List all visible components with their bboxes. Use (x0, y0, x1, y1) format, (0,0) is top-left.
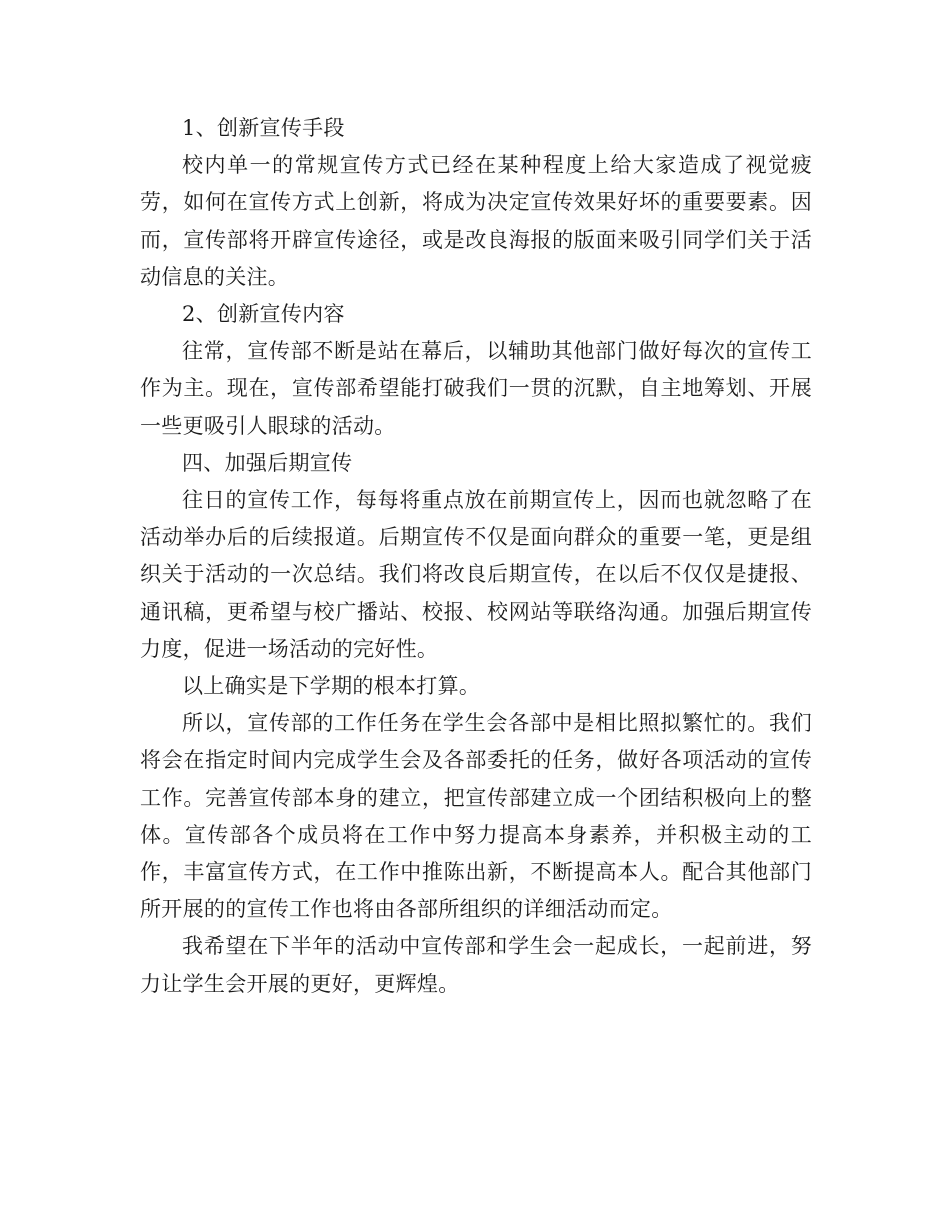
paragraph-later-publicity: 往日的宣传工作，每每将重点放在前期宣传上，因而也就忽略了在活动举办后的后续报道。后期宣传不仅是面向群众的重要一笔，更是组织关于活动的一次总结。我们将改良后期宣传，在以后不仅仅是捷报、通讯稿，更希望与校广播站、校报、校网站等联络沟通。加强后期宣传力度，促进一场活动的完好性。 (140, 488, 812, 661)
paragraph-content: 往常，宣传部不断是站在幕后，以辅助其他部门做好每次的宣传工作为主。现在，宣传部希望能打破我们一贯的沉默，自主地筹划、开展一些更吸引人眼球的活动。 (140, 339, 812, 438)
heading-later-publicity: 四、加强后期宣传 (182, 450, 353, 475)
paragraph-methods: 校内单一的常规宣传方式已经在某种程度上给大家造成了视觉疲劳，如何在宣传方式上创新，将成为决定宣传效果好坏的重要要素。因而，宣传部将开辟宣传途径，或是改良海报的版面来吸引同学们关于活动信息的关注。 (140, 153, 812, 289)
paragraph-closing: 我希望在下半年的活动中宣传部和学生会一起成长，一起前进，努力让学生会开展的更好，更辉煌。 (140, 934, 812, 996)
heading-innovate-methods: 1、创新宣传手段 (182, 116, 345, 140)
paragraph-tasks: 所以，宣传部的工作任务在学生会各部中是相比照拟繁忙的。我们将会在指定时间内完成学生会及各部委托的任务，做好各项活动的宣传工作。完善宣传部本身的建立，把宣传部建立成一个团结积极向上的整体。宣传部各个成员将在工作中努力提高本身素养，并积极主动的工作，丰富宣传方式，在工作中推陈出新，不断提高本人。配合其他部门所开展的的宣传工作也将由各部所组织的详细活动而定。 (140, 711, 812, 922)
document-body (140, 110, 812, 1003)
paragraph-summary: 以上确实是下学期的根本打算。 (182, 674, 481, 699)
heading-innovate-content: 2、创新宣传内容 (182, 302, 345, 327)
